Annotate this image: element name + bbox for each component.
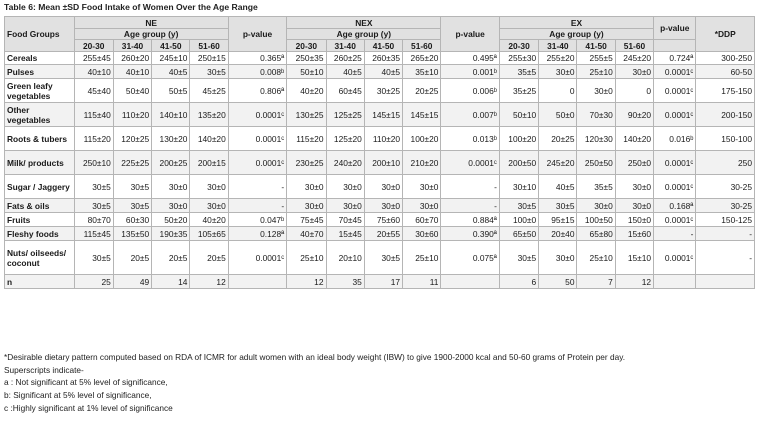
ddp-cell: 30-25 (696, 199, 755, 213)
ex-value-cell: 0 (615, 79, 653, 103)
ex-value-cell: 65±50 (499, 227, 538, 241)
ne-value-cell: 50±5 (152, 79, 190, 103)
nex-value-cell: 250±35 (287, 52, 326, 65)
superscripts-title: Superscripts indicate- (4, 364, 84, 375)
ex-value-cell: 30±0 (615, 65, 653, 79)
nex-value-cell: 75±60 (364, 213, 402, 227)
ex-p-value-cell: 0.0001ᶜ (654, 175, 696, 199)
nex-value-cell: 110±20 (364, 127, 402, 151)
food-group-cell: Cereals (5, 52, 75, 65)
ne-p-value-cell: - (228, 199, 286, 213)
p-value-header-ex: p-value (654, 17, 696, 40)
ex-p-value-cell: - (654, 227, 696, 241)
ne-value-cell: 140±10 (152, 103, 190, 127)
nex-value-cell: 40±70 (287, 227, 326, 241)
ex-value-cell: 120±30 (577, 127, 615, 151)
ex-value-cell: 15±60 (615, 227, 653, 241)
nex-value-cell: 35±10 (403, 65, 441, 79)
age-col-nex-3: 41-50 (364, 40, 402, 52)
nex-value-cell: 30±0 (364, 199, 402, 213)
ex-value-cell: 250±0 (615, 151, 653, 175)
food-groups-header: Food Groups (5, 17, 75, 52)
table-row (5, 241, 755, 275)
ne-value-cell: 115±20 (74, 127, 113, 151)
ex-value-cell: 90±20 (615, 103, 653, 127)
ne-value-cell: 200±25 (152, 151, 190, 175)
table-row (5, 151, 755, 175)
nex-value-cell: 130±25 (287, 103, 326, 127)
food-group-cell: Roots & tubers (5, 127, 75, 151)
p-value-header-ex-spacer (654, 40, 696, 52)
nex-p-value-cell: 0.390ª (441, 227, 499, 241)
nex-value-cell: 30±0 (403, 199, 441, 213)
ne-value-cell: 255±45 (74, 52, 113, 65)
nex-value-cell: 260±35 (364, 52, 402, 65)
ex-value-cell: 150±0 (615, 213, 653, 227)
ne-value-cell: 115±40 (74, 103, 113, 127)
ex-p-value-cell: 0.0001ᶜ (654, 213, 696, 227)
ex-value-cell: 50±10 (499, 103, 538, 127)
ex-p-value-cell: 0.724ª (654, 52, 696, 65)
ddp-cell: - (696, 241, 755, 275)
nex-value-cell: 30±0 (364, 175, 402, 199)
nex-value-cell: 25±10 (403, 241, 441, 275)
nex-value-cell: 125±25 (326, 103, 364, 127)
ex-value-cell: 255±20 (539, 52, 577, 65)
ne-value-cell: 30±5 (74, 241, 113, 275)
nex-value-cell: 145±15 (364, 103, 402, 127)
ddp-cell: 150-125 (696, 213, 755, 227)
ne-value-cell: 30±5 (113, 175, 151, 199)
nex-value-cell: 30±0 (326, 199, 364, 213)
ex-value-cell: 35±5 (577, 175, 615, 199)
nex-value-cell: 35 (326, 275, 364, 289)
table-row (5, 227, 755, 241)
ne-value-cell: 60±30 (113, 213, 151, 227)
ex-value-cell: 70±30 (577, 103, 615, 127)
note-a: a : Not significant at 5% level of significance, (4, 377, 168, 388)
ex-value-cell: 30±0 (615, 199, 653, 213)
ddp-note: *Desirable dietary pattern computed based on RDA of ICMR for adult women with an ideal body weight (IBW) to give 1900-2000 kcal and 50-60 grams of Protein per day. (4, 352, 626, 362)
ex-p-value-cell: 0.0001ᶜ (654, 65, 696, 79)
nex-value-cell: 70±45 (326, 213, 364, 227)
table-notes (4, 351, 756, 415)
nex-p-value-cell: - (441, 199, 499, 213)
ex-value-cell: 25±10 (577, 241, 615, 275)
ne-value-cell: 30±0 (152, 199, 190, 213)
ex-value-cell: 30±0 (615, 175, 653, 199)
nex-value-cell: 30±0 (287, 199, 326, 213)
age-group-label-nex: Age group (y) (287, 29, 441, 40)
ne-value-cell: 250±15 (190, 52, 228, 65)
ex-value-cell: 255±30 (499, 52, 538, 65)
ex-value-cell: 20±40 (539, 227, 577, 241)
ne-value-cell: 130±20 (152, 127, 190, 151)
age-col-nex-4: 51-60 (403, 40, 441, 52)
ne-value-cell: 260±20 (113, 52, 151, 65)
ex-value-cell: 35±5 (499, 65, 538, 79)
ex-value-cell: 6 (499, 275, 538, 289)
ne-value-cell: 20±5 (190, 241, 228, 275)
ne-value-cell: 40±10 (113, 65, 151, 79)
nex-value-cell: 20±10 (326, 241, 364, 275)
ex-value-cell: 20±25 (539, 127, 577, 151)
ex-value-cell: 40±5 (539, 175, 577, 199)
ex-value-cell: 30±5 (499, 199, 538, 213)
ddp-cell: 250 (696, 151, 755, 175)
nex-p-value-cell: 0.884ª (441, 213, 499, 227)
nex-p-value-cell: 0.001ᵇ (441, 65, 499, 79)
age-col-ex-3: 41-50 (577, 40, 615, 52)
table-row (5, 275, 755, 289)
nex-p-value-cell: 0.075ª (441, 241, 499, 275)
ne-value-cell: 190±35 (152, 227, 190, 241)
table-row (5, 127, 755, 151)
ne-value-cell: 50±20 (152, 213, 190, 227)
ddp-cell: 60-50 (696, 65, 755, 79)
ne-value-cell: 80±70 (74, 213, 113, 227)
nex-value-cell: 210±20 (403, 151, 441, 175)
ddp-header: *DDP (696, 17, 755, 52)
group-header-ne: NE (74, 17, 228, 29)
ne-value-cell: 245±10 (152, 52, 190, 65)
food-group-cell: Nuts/ oilseeds/ coconut (5, 241, 75, 275)
ex-value-cell: 30±10 (499, 175, 538, 199)
nex-p-value-cell: - (441, 175, 499, 199)
nex-value-cell: 125±20 (326, 127, 364, 151)
nex-value-cell: 30±0 (287, 175, 326, 199)
food-group-cell: Fruits (5, 213, 75, 227)
ne-p-value-cell: 0.128ª (228, 227, 286, 241)
note-b: b: Significant at 5% level of significance, (4, 390, 152, 401)
ne-value-cell: 20±5 (152, 241, 190, 275)
food-group-cell: Sugar / Jaggery (5, 175, 75, 199)
ex-value-cell: 7 (577, 275, 615, 289)
ex-value-cell: 30±0 (577, 199, 615, 213)
food-intake-table (4, 16, 755, 289)
ne-value-cell: 250±10 (74, 151, 113, 175)
table-row (5, 175, 755, 199)
nex-value-cell: 15±45 (326, 227, 364, 241)
ddp-cell: 300-250 (696, 52, 755, 65)
food-group-cell: n (5, 275, 75, 289)
ne-value-cell: 30±5 (74, 175, 113, 199)
nex-value-cell: 30±25 (364, 79, 402, 103)
age-col-nex-2: 31-40 (326, 40, 364, 52)
ddp-cell: 200-150 (696, 103, 755, 127)
ex-value-cell: 30±5 (539, 199, 577, 213)
ne-p-value-cell: 0.0001ᶜ (228, 151, 286, 175)
nex-p-value-cell: 0.013ᵇ (441, 127, 499, 151)
ex-value-cell: 100±50 (577, 213, 615, 227)
nex-value-cell: 260±25 (326, 52, 364, 65)
ne-value-cell: 30±5 (113, 199, 151, 213)
ne-p-value-cell: 0.047ᵇ (228, 213, 286, 227)
nex-value-cell: 240±20 (326, 151, 364, 175)
ne-value-cell: 40±10 (74, 65, 113, 79)
ne-value-cell: 40±5 (152, 65, 190, 79)
ex-p-value-cell: 0.0001ᶜ (654, 241, 696, 275)
nex-value-cell: 30±0 (403, 175, 441, 199)
ex-p-value-cell: 0.0001ᶜ (654, 79, 696, 103)
ex-p-value-cell: 0.016ᵇ (654, 127, 696, 151)
age-col-ex-1: 20-30 (499, 40, 538, 52)
p-value-header-ne: p-value (228, 17, 286, 52)
ne-value-cell: 120±25 (113, 127, 151, 151)
ne-value-cell: 30±5 (74, 199, 113, 213)
age-col-ne-1: 20-30 (74, 40, 113, 52)
ne-value-cell: 200±15 (190, 151, 228, 175)
food-group-cell: Other vegetables (5, 103, 75, 127)
food-group-cell: Fleshy foods (5, 227, 75, 241)
nex-p-value-cell (441, 275, 499, 289)
ne-p-value-cell: 0.0001ᶜ (228, 127, 286, 151)
ne-p-value-cell: 0.365ª (228, 52, 286, 65)
note-c: c :Highly significant at 1% level of significance (4, 402, 173, 413)
age-group-label-ne: Age group (y) (74, 29, 228, 40)
ex-value-cell: 95±15 (539, 213, 577, 227)
ne-value-cell: 30±0 (152, 175, 190, 199)
table-body (5, 52, 755, 289)
food-group-cell: Milk/ products (5, 151, 75, 175)
p-value-header-nex: p-value (441, 17, 499, 52)
ne-p-value-cell: 0.806ª (228, 79, 286, 103)
ex-value-cell: 255±5 (577, 52, 615, 65)
nex-value-cell: 50±10 (287, 65, 326, 79)
ne-value-cell: 30±0 (190, 175, 228, 199)
ex-value-cell: 200±50 (499, 151, 538, 175)
ex-value-cell: 50±0 (539, 103, 577, 127)
nex-value-cell: 30±60 (403, 227, 441, 241)
ex-value-cell: 35±25 (499, 79, 538, 103)
group-header-ex: EX (499, 17, 653, 29)
ne-value-cell: 105±65 (190, 227, 228, 241)
age-col-ne-2: 31-40 (113, 40, 151, 52)
ne-value-cell: 40±20 (190, 213, 228, 227)
ex-p-value-cell (654, 275, 696, 289)
nex-value-cell: 115±20 (287, 127, 326, 151)
food-group-cell: Green leafy vegetables (5, 79, 75, 103)
ne-value-cell: 20±5 (113, 241, 151, 275)
food-group-cell: Fats & oils (5, 199, 75, 213)
ne-p-value-cell: - (228, 175, 286, 199)
nex-p-value-cell: 0.495ª (441, 52, 499, 65)
nex-value-cell: 17 (364, 275, 402, 289)
ne-p-value-cell: 0.008ᵇ (228, 65, 286, 79)
nex-value-cell: 60±70 (403, 213, 441, 227)
nex-value-cell: 40±5 (364, 65, 402, 79)
nex-value-cell: 25±10 (287, 241, 326, 275)
nex-value-cell: 40±5 (326, 65, 364, 79)
ddp-cell: - (696, 227, 755, 241)
ex-value-cell: 30±5 (499, 241, 538, 275)
table-caption: Table 6: Mean ±SD Food Intake of Women Over the Age Range (4, 2, 258, 12)
ex-p-value-cell: 0.0001ᶜ (654, 151, 696, 175)
table-row (5, 213, 755, 227)
age-group-label-ex: Age group (y) (499, 29, 653, 40)
ne-value-cell: 225±25 (113, 151, 151, 175)
nex-value-cell: 30±5 (364, 241, 402, 275)
nex-value-cell: 230±25 (287, 151, 326, 175)
ex-value-cell: 65±80 (577, 227, 615, 241)
nex-p-value-cell: 0.007ᵇ (441, 103, 499, 127)
ne-p-value-cell: 0.0001ᶜ (228, 103, 286, 127)
age-col-ne-4: 51-60 (190, 40, 228, 52)
ex-value-cell: 140±20 (615, 127, 653, 151)
ex-value-cell: 245±20 (539, 151, 577, 175)
ex-p-value-cell: 0.168ª (654, 199, 696, 213)
ex-value-cell: 30±0 (577, 79, 615, 103)
nex-value-cell: 20±25 (403, 79, 441, 103)
ddp-cell: 30-25 (696, 175, 755, 199)
age-col-nex-1: 20-30 (287, 40, 326, 52)
ne-value-cell: 50±40 (113, 79, 151, 103)
nex-value-cell: 75±45 (287, 213, 326, 227)
ne-value-cell: 115±45 (74, 227, 113, 241)
nex-value-cell: 100±20 (403, 127, 441, 151)
ex-p-value-cell: 0.0001ᶜ (654, 103, 696, 127)
nex-value-cell: 40±20 (287, 79, 326, 103)
nex-value-cell: 145±15 (403, 103, 441, 127)
ddp-cell: 175-150 (696, 79, 755, 103)
food-group-cell: Pulses (5, 65, 75, 79)
ne-value-cell: 25 (74, 275, 113, 289)
ex-value-cell: 12 (615, 275, 653, 289)
ex-value-cell: 100±0 (499, 213, 538, 227)
ne-value-cell: 49 (113, 275, 151, 289)
ex-value-cell: 250±50 (577, 151, 615, 175)
group-header-nex: NEX (287, 17, 441, 29)
age-col-ne-3: 41-50 (152, 40, 190, 52)
nex-value-cell: 30±0 (326, 175, 364, 199)
age-col-ex-2: 31-40 (539, 40, 577, 52)
nex-value-cell: 20±55 (364, 227, 402, 241)
nex-value-cell: 200±10 (364, 151, 402, 175)
ddp-cell (696, 275, 755, 289)
nex-p-value-cell: 0.006ᵇ (441, 79, 499, 103)
table-row (5, 65, 755, 79)
nex-value-cell: 60±45 (326, 79, 364, 103)
ne-value-cell: 45±40 (74, 79, 113, 103)
nex-p-value-cell: 0.0001ᶜ (441, 151, 499, 175)
ne-value-cell: 30±5 (190, 65, 228, 79)
ne-value-cell: 140±20 (190, 127, 228, 151)
ne-value-cell: 110±20 (113, 103, 151, 127)
ne-value-cell: 12 (190, 275, 228, 289)
ne-value-cell: 14 (152, 275, 190, 289)
ex-value-cell: 25±10 (577, 65, 615, 79)
ddp-cell: 150-100 (696, 127, 755, 151)
ne-value-cell: 30±0 (190, 199, 228, 213)
ex-value-cell: 100±20 (499, 127, 538, 151)
age-col-ex-4: 51-60 (615, 40, 653, 52)
ex-value-cell: 30±0 (539, 65, 577, 79)
ne-value-cell: 45±25 (190, 79, 228, 103)
nex-value-cell: 11 (403, 275, 441, 289)
table-row (5, 79, 755, 103)
table-row (5, 52, 755, 65)
nex-value-cell: 12 (287, 275, 326, 289)
ex-value-cell: 245±20 (615, 52, 653, 65)
ex-value-cell: 15±10 (615, 241, 653, 275)
ex-value-cell: 50 (539, 275, 577, 289)
nex-value-cell: 265±20 (403, 52, 441, 65)
table-row (5, 199, 755, 213)
table-row (5, 103, 755, 127)
ne-p-value-cell (228, 275, 286, 289)
ex-value-cell: 30±0 (539, 241, 577, 275)
ex-value-cell: 0 (539, 79, 577, 103)
ne-value-cell: 135±50 (113, 227, 151, 241)
ne-value-cell: 135±20 (190, 103, 228, 127)
ne-p-value-cell: 0.0001ᶜ (228, 241, 286, 275)
